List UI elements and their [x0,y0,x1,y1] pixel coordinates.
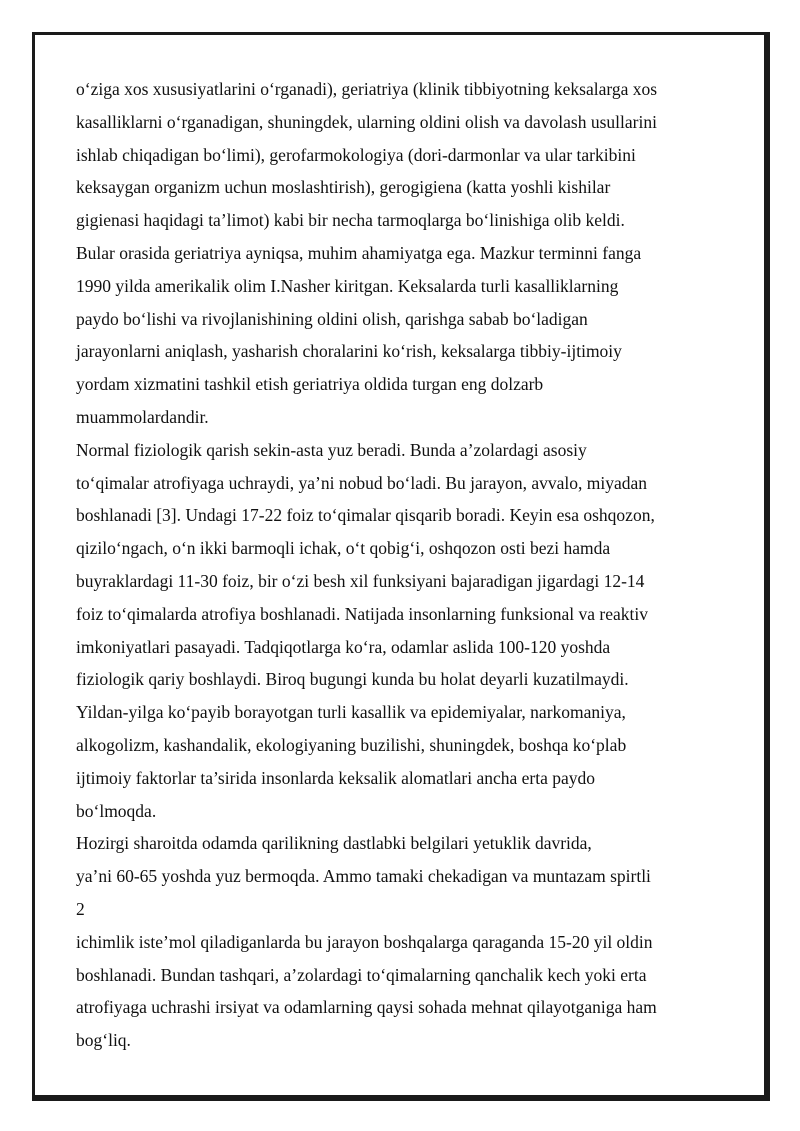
text-line: Yildan-yilga ko‘payib borayotgan turli kasallik va epidemiyalar, narkomaniya, [76,702,626,723]
text-line: bo‘lmoqda. [76,800,157,821]
text-line: foiz to‘qimalarda atrofiya boshlanadi. Natijada insonlarning funksional va reaktiv [76,603,648,624]
text-line: o‘ziga xos xususiyatlarini o‘rganadi), geriatriya (klinik tibbiyotning keksalarga xos [76,79,658,99]
text-line: alkogolizm, kashandalik, ekologiyaning buzilishi, shuningdek, boshqa ko‘plab [76,734,627,755]
text-line: boshlanadi. Bundan tashqari, a’zolardagi to‘qimalarning qanchalik kech yoki erta [76,964,647,985]
text-line: atrofiyaga uchrashi irsiyat va odamlarning qaysi sohada mehnat qilayotganiga ham [76,997,657,1018]
text-line: paydo bo‘lishi va rivojlanishining oldini olish, qarishga sabab bo‘ladigan [76,308,588,329]
text-line: ya’ni 60-65 yoshda yuz bermoqda. Ammo tamaki chekadigan va muntazam spirtli [76,866,651,887]
text-line: Hozirgi sharoitda odamda qarilikning dastlabki belgilari yetuklik davrida, [76,833,592,854]
text-line: yordam xizmatini tashkil etish geriatriya oldida turgan eng dolzarb [76,374,544,395]
text-line: ichimlik iste’mol qiladiganlarda bu jarayon boshqalarga qaraganda 15-20 yil oldin [76,931,653,952]
page-number: 2 [76,898,85,919]
text-line: gigienasi haqidagi ta’limot) kabi bir necha tarmoqlarga bo‘linishiga olib keldi. [76,210,625,231]
document-body [76,73,716,1057]
text-line: qizilo‘ngach, o‘n ikki barmoqli ichak, o‘t qobig‘i, oshqozon osti bezi hamda [76,538,611,559]
text-line: boshlanadi [3]. Undagi 17-22 foiz to‘qimalar qisqarib boradi. Keyin esa oshqozon, [76,505,655,526]
text-line: buyraklardagi 11-30 foiz, bir o‘zi besh xil funksiyani bajaradigan jigardagi 12-14 [76,570,645,591]
text-line: Bular orasida geriatriya ayniqsa, muhim ahamiyatga ega. Mazkur terminni fanga [76,242,642,263]
text-line: Normal fiziologik qarish sekin-asta yuz beradi. Bunda a’zolardagi asosiy [76,439,587,460]
text-line: fiziologik qariy boshlaydi. Biroq bugungi kunda bu holat deyarli kuzatilmaydi. [76,669,629,690]
text-line: keksaygan organizm uchun moslashtirish), gerogigiena (katta yoshli kishilar [76,177,611,198]
text-line: imkoniyatlari pasayadi. Tadqiqotlarga ko‘ra, odamlar aslida 100-120 yoshda [76,636,611,657]
text-line: jarayonlarni aniqlash, yasharish choralarini ko‘rish, keksalarga tibbiy-ijtimoiy [76,341,622,362]
text-line: 1990 yilda amerikalik olim I.Nasher kiritgan. Keksalarda turli kasalliklarning [76,275,619,296]
text-line: ijtimoiy faktorlar ta’sirida insonlarda keksalik alomatlari ancha erta paydo [76,767,595,788]
text-line: to‘qimalar atrofiyaga uchraydi, ya’ni nobud bo‘ladi. Bu jarayon, avvalo, miyadan [76,472,647,493]
text-line: ishlab chiqadigan bo‘limi), gerofarmokologiya (dori-darmonlar va ular tarkibini [76,144,636,165]
text-line: bog‘liq. [76,1030,131,1051]
text-line: muammolardandir. [76,406,209,427]
text-line: kasalliklarni o‘rganadigan, shuningdek, ularning oldini olish va davolash usullarini [76,111,657,132]
